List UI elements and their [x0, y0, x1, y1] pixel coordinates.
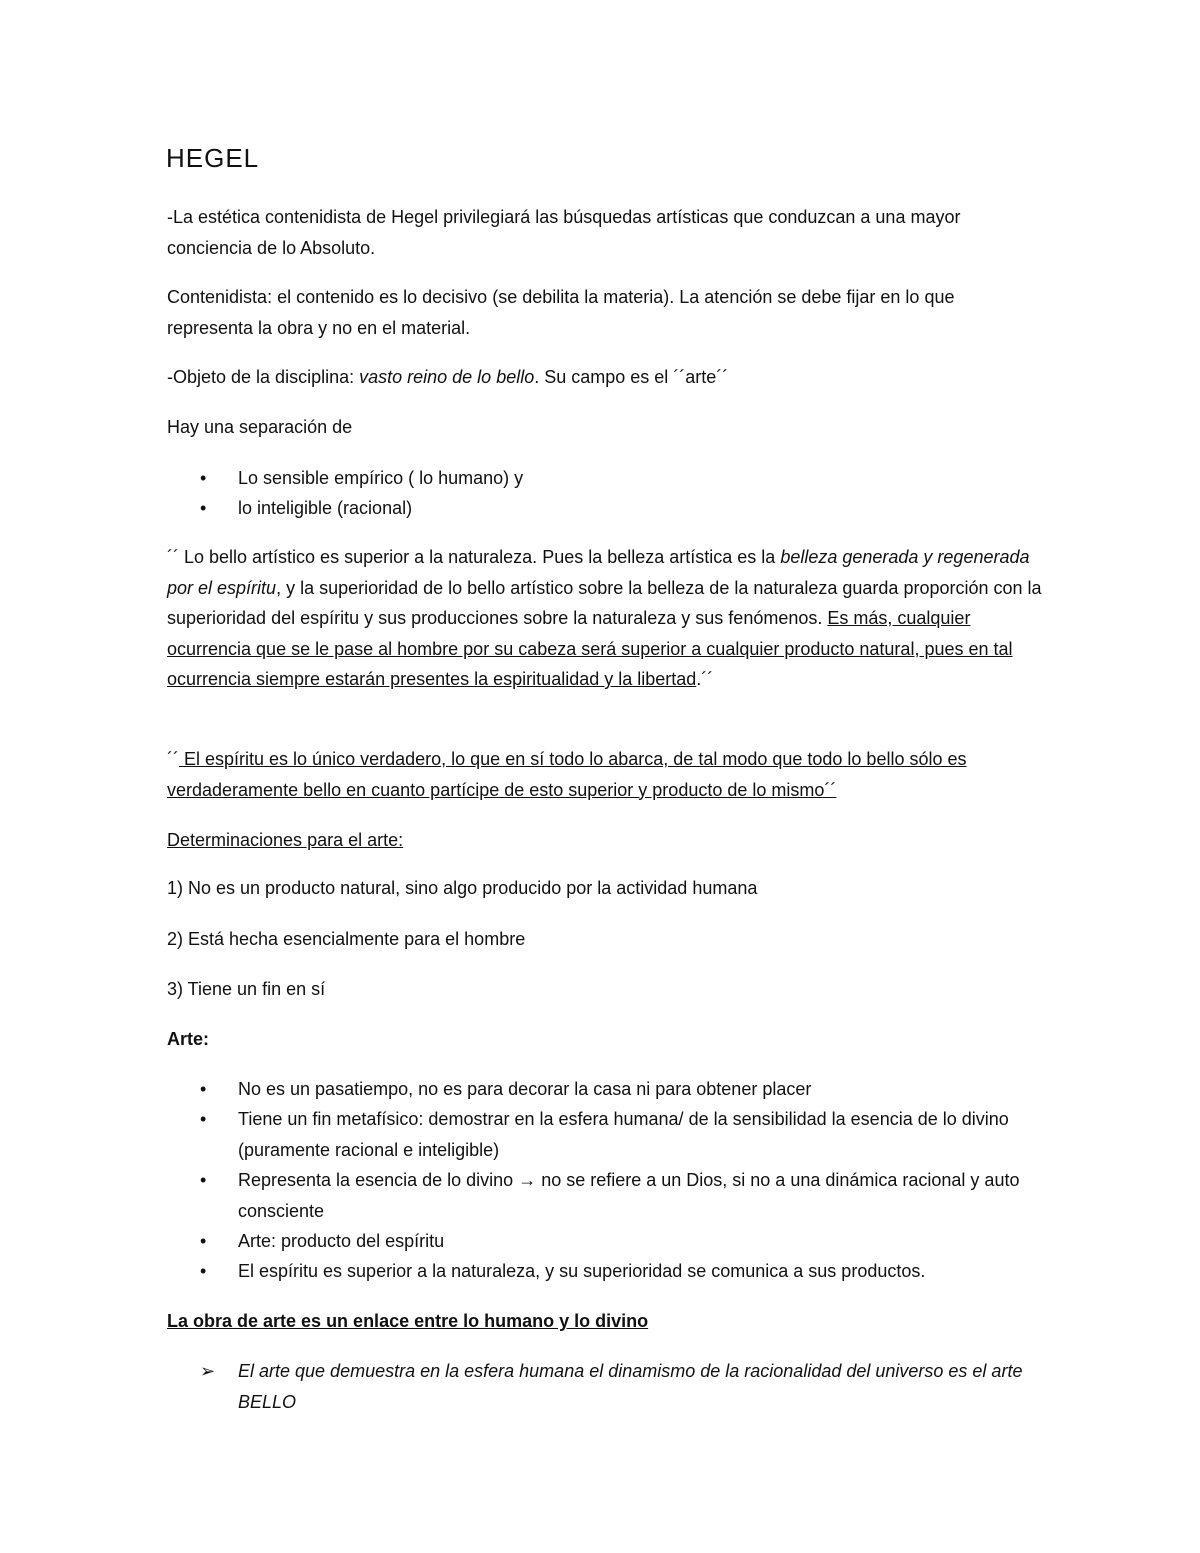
- list-item-text: Tiene un fin metafísico: demostrar en la esfera humana/ de la sensibilidad la esencia de lo divino (puramente racional e inteligible): [238, 1109, 1009, 1160]
- list-item-text: Arte: producto del espíritu: [238, 1231, 445, 1251]
- right-arrow-icon: →: [518, 1170, 537, 1190]
- list-item: [200, 1356, 1040, 1417]
- objeto-post: . Su campo es el ´´arte´´: [534, 367, 729, 387]
- arrow-item-post: no se refiere a un Dios, si no a una dinámica racional y auto consciente: [238, 1170, 1020, 1221]
- quote1-c: , y la superioridad de lo bello artístico sobre la belleza de la naturaleza guarda proporción con la superioridad del espíritu y sus producciones sobre la naturaleza y sus fenómenos.: [167, 577, 1042, 628]
- determinaciones-heading: Determinaciones para el arte:: [167, 830, 404, 850]
- list-item: [200, 493, 1040, 524]
- list-item-text: El espíritu es superior a la naturaleza, y su superioridad se comunica a sus productos.: [238, 1261, 926, 1281]
- bullet-icon: •: [200, 1261, 207, 1281]
- quote-paragraph-2: [167, 744, 1042, 805]
- quote-paragraph-1: [167, 542, 1042, 695]
- list-item-text: [238, 1165, 1040, 1226]
- quote1-italic: belleza generada y regenerada por el espíritu: [167, 547, 1030, 598]
- separacion-paragraph: Hay una separación de: [167, 417, 353, 437]
- list-item: [200, 1256, 1040, 1287]
- arrow-item-pre: Representa la esencia de lo divino: [238, 1170, 519, 1190]
- obra-heading: [167, 1306, 1042, 1337]
- quote1-underline: Es más, cualquier ocurrencia que se le pase al hombre por su cabeza será superior a cualquier producto natural, pues en tal ocurrencia siempre estarán presentes la espiritualidad y la libertad: [167, 608, 1013, 689]
- objeto-paragraph: [167, 362, 1042, 393]
- quote1-a: ´´ Lo bello artístico es superior a la naturaleza. Pues la belleza artística es la: [167, 547, 781, 567]
- determinacion-item: 2) Está hecha esencialmente para el hombre: [167, 929, 526, 949]
- page-title: HEGEL: [166, 143, 260, 173]
- list-item: [200, 1165, 1040, 1226]
- list-item: [200, 463, 1040, 494]
- obra-heading-text: La obra de arte es un enlace entre lo humano y lo divino: [167, 1311, 649, 1331]
- bullet-icon: •: [200, 1231, 207, 1251]
- list-item: [200, 1104, 1040, 1165]
- determinacion-item: 3) Tiene un fin en sí: [167, 979, 326, 999]
- determinacion-item: 1) No es un producto natural, sino algo producido por la actividad humana: [167, 878, 758, 898]
- bullet-icon: •: [200, 468, 207, 488]
- bullet-icon: •: [200, 1170, 207, 1190]
- list-item: [200, 1074, 1040, 1105]
- bullet-icon: •: [200, 1109, 207, 1129]
- list-item-text: lo inteligible (racional): [238, 498, 413, 518]
- bullet-icon: •: [200, 498, 207, 518]
- list-item: [200, 1226, 1040, 1257]
- objeto-pre: -Objeto de la disciplina:: [167, 367, 360, 387]
- list-item-text: No es un pasatiempo, no es para decorar la casa ni para obtener placer: [238, 1079, 812, 1099]
- intro-paragraph: -La estética contenidista de Hegel privilegiará las búsquedas artísticas que conduzcan a una mayor conciencia de lo Absoluto.: [167, 207, 961, 258]
- quote2-a: ´´: [167, 749, 179, 769]
- arrow-bullet-icon: ➢: [200, 1361, 216, 1381]
- bullet-icon: •: [200, 1079, 207, 1099]
- arte-heading-text: Arte:: [167, 1029, 210, 1049]
- quote2-underline: El espíritu es lo único verdadero, lo que en sí todo lo abarca, de tal modo que todo lo bello sólo es verdaderamente bello en cuanto partícipe de esto superior y producto de lo mismo´´: [167, 749, 967, 800]
- objeto-italic: vasto reino de lo bello: [359, 367, 535, 387]
- arte-heading: [167, 1024, 1042, 1055]
- list-item-text: Lo sensible empírico ( lo humano) y: [238, 468, 524, 488]
- contenidista-paragraph: Contenidista: el contenido es lo decisivo (se debilita la materia). La atención se debe fijar en lo que representa la obra y no en el material.: [167, 287, 955, 338]
- quote1-e: .´´: [696, 669, 714, 689]
- conclusion-text: El arte que demuestra en la esfera humana el dinamismo de la racionalidad del universo es el arte BELLO: [238, 1361, 1023, 1412]
